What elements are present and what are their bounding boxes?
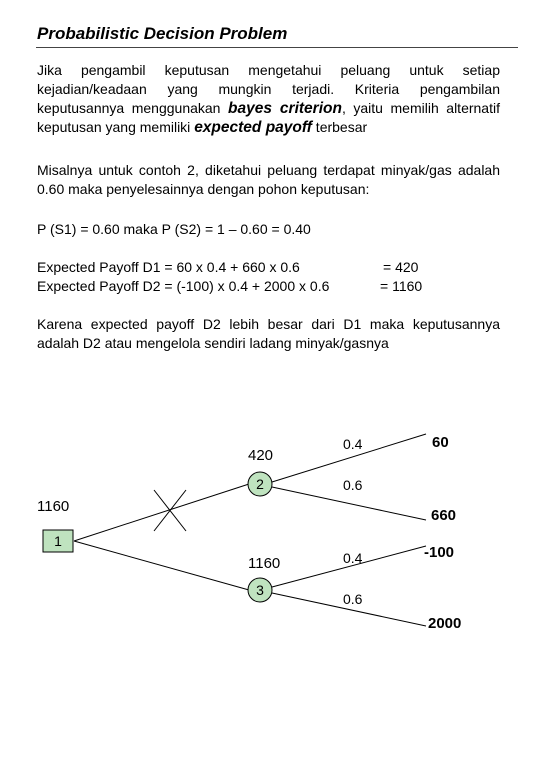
payoff-60: 60 (432, 434, 449, 451)
bayes-criterion-term: bayes criterion (228, 100, 342, 117)
expected-payoff-d1-result: = 420 (383, 259, 419, 275)
branch-d1-line (74, 484, 249, 541)
expected-payoff-d2-result: = 1160 (380, 278, 423, 294)
n2-upper-probability: 0.4 (343, 436, 363, 452)
expected-payoff-d1-formula: Expected Payoff D1 = 60 x 0.4 + 660 x 0.6 (37, 259, 300, 275)
n3-lower-probability: 0.6 (343, 591, 363, 607)
branch-d2-line (74, 541, 249, 590)
intro-text-2: , yaitu memilih alternatif keputusan yang memiliki (37, 100, 500, 135)
chance-node-2-label: 2 (256, 476, 264, 492)
example-paragraph: Misalnya untuk contoh 2, diketahui peluang terdapat minyak/gas adalah 0.60 maka penyelesainnya dengan pohon keputusan: (37, 162, 500, 197)
payoff-660: 660 (431, 507, 457, 524)
payoff-minus-100: -100 (424, 544, 455, 561)
chance-node-3-label: 3 (256, 582, 264, 598)
intro-text-3: terbesar (311, 119, 368, 135)
payoff-2000: 2000 (428, 615, 462, 632)
conclusion-paragraph: Karena expected payoff D2 lebih besar dari D1 maka keputusannya adalah D2 atau mengelola sendiri ladang minyak/gasnya (37, 316, 500, 351)
intro-text-1: Jika pengambil keputusan mengetahui peluang untuk setiap kejadian/keadaan yang mungkin terjadi. Kriteria pengambilan keputusannya menggunakan (37, 62, 500, 116)
rejected-branch-x-mark (154, 490, 186, 531)
expected-payoff-d2-formula: Expected Payoff D2 = (-100) x 0.4 + 2000 x 0.6 (37, 278, 330, 294)
chance-node-3-value: 1160 (248, 555, 281, 572)
n3-upper-probability: 0.4 (343, 550, 363, 566)
page-title: Probabilistic Decision Problem (37, 24, 288, 43)
n2-lower-probability: 0.6 (343, 477, 363, 493)
expected-payoff-term: expected payoff (194, 119, 312, 136)
chance-node-2-value: 420 (248, 447, 274, 464)
probability-line: P (S1) = 0.60 maka P (S2) = 1 – 0.60 = 0.40 (37, 221, 311, 237)
decision-node-1-label: 1 (54, 533, 62, 549)
decision-node-1-value: 1160 (37, 498, 70, 515)
